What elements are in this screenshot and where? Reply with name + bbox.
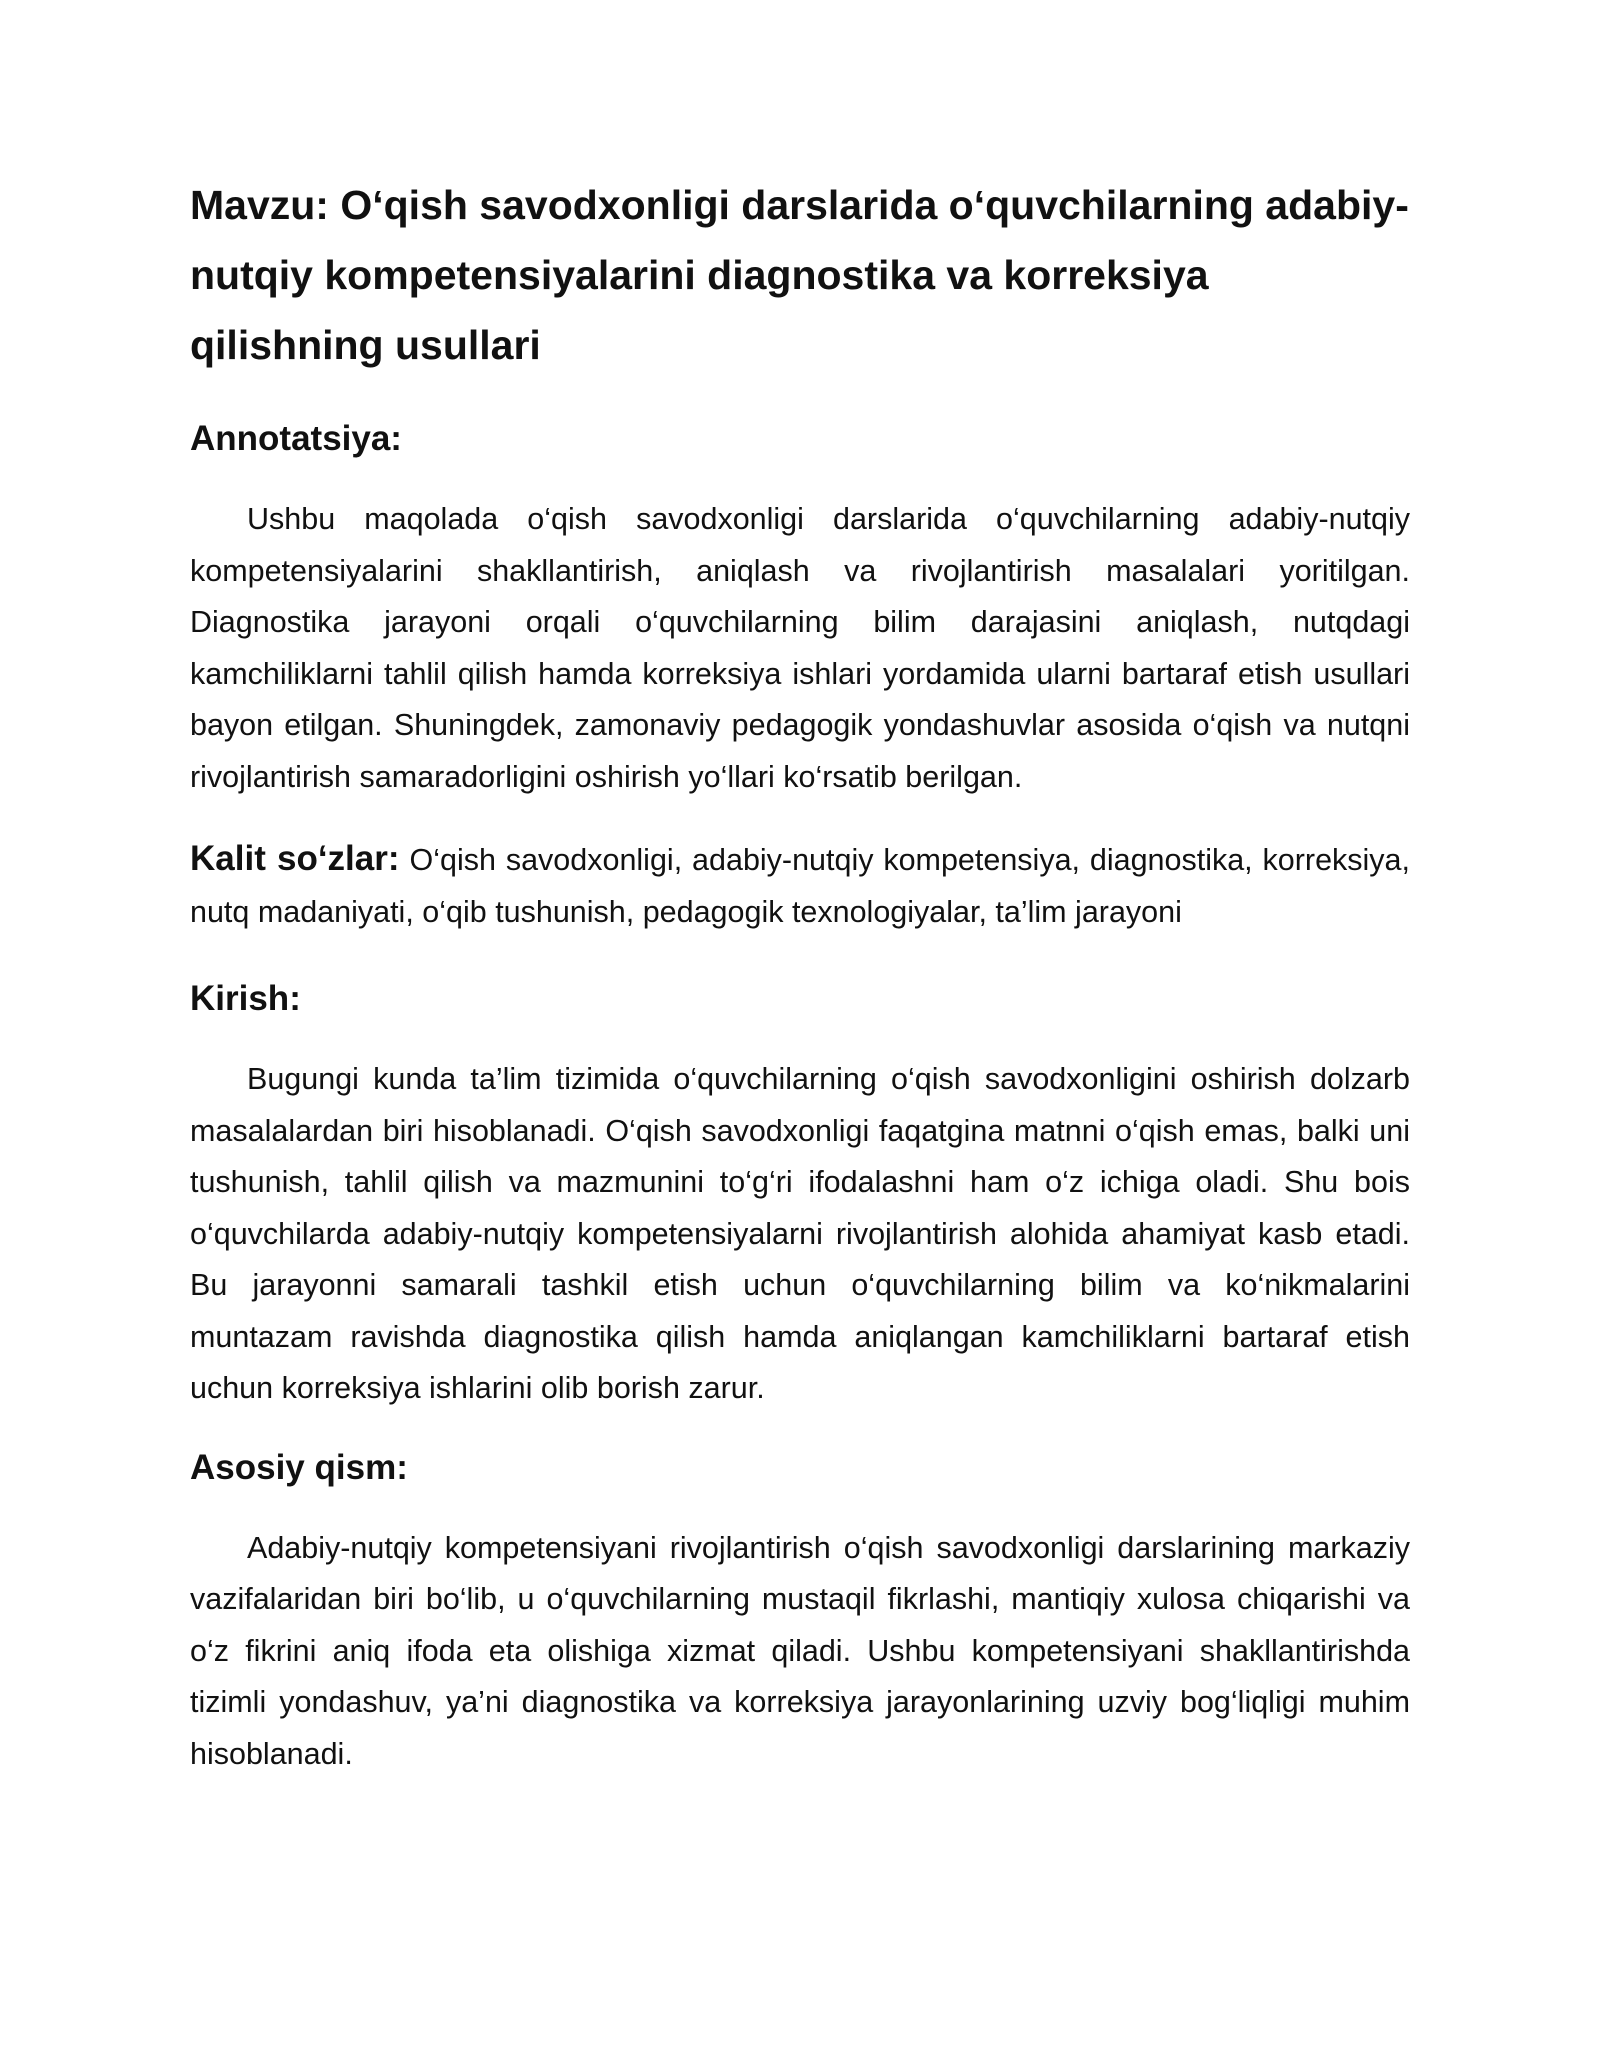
introduction-heading: Kirish: xyxy=(190,979,301,1018)
introduction-text: Bugungi kunda ta’lim tizimida o‘quvchilarning o‘qish savodxonligini oshirish dolzarb masalalardan biri hisoblanadi. O‘qish savodxonligi faqatgina matnni o‘qish emas, balki uni tushunish, tahlil qilish va mazmunini to‘g‘ri ifodalashni ham o‘z ichiga oladi. Shu bois o‘quvchilarda adabiy-nutqiy kompetensiyalarni rivojlantirish alohida ahamiyat kasb etadi. Bu jarayonni samarali tashkil etish uchun o‘quvchilarning bilim va ko‘nikmalarini muntazam ravishda diagnostika qilish hamda aniqlangan kamchiliklarni bartaraf etish uchun korreksiya ishlarini olib borish zarur. xyxy=(190,1062,1410,1405)
keywords-text: O‘qish savodxonligi, adabiy-nutqiy kompetensiya, diagnostika, korreksiya, nutq madaniyati, o‘qib tushunish, pedagogik texnologiyalar, ta’lim jarayoni xyxy=(190,843,1410,929)
main-part-heading: Asosiy qism: xyxy=(190,1447,408,1487)
keywords-paragraph xyxy=(190,833,1410,938)
document-page xyxy=(190,170,1410,1810)
keywords-label: Kalit so‘zlar: xyxy=(190,839,400,878)
main-part-text: Adabiy-nutqiy kompetensiyani rivojlantirish o‘qish savodxonligi darslarining markaziy vazifalaridan biri bo‘lib, u o‘quvchilarning mustaqil fikrlashi, mantiqiy xulosa chiqarishi va o‘z fikrini aniq ifoda eta olishiga xizmat qiladi. Ushbu kompetensiyani shakllantirishda tizimli yondashuv, ya’ni diagnostika va korreksiya jarayonlarining uzviy bog‘liqligi muhim hisoblanadi. xyxy=(190,1530,1410,1771)
document-title: Mavzu: O‘qish savodxonligi darslarida o‘quvchilarning adabiy-nutqiy kompetensiyalarini diagnostika va korreksiya qilishning usullari xyxy=(190,182,1409,368)
annotation-text: Ushbu maqolada o‘qish savodxonligi darslarida o‘quvchilarning adabiy-nutqiy kompetensiyalarini shakllantirish, aniqlash va rivojlantirish masalalari yoritilgan. Diagnostika jarayoni orqali o‘quvchilarning bilim darajasini aniqlash, nutqdagi kamchiliklarni tahlil qilish hamda korreksiya ishlari yordamida ularni bartaraf etish usullari bayon etilgan. Shuningdek, zamonaviy pedagogik yondashuvlar asosida o‘qish va nutqni rivojlantirish samaradorligini oshirish yo‘llari ko‘rsatib berilgan. xyxy=(190,502,1410,794)
annotation-heading: Annotatsiya: xyxy=(190,419,402,458)
